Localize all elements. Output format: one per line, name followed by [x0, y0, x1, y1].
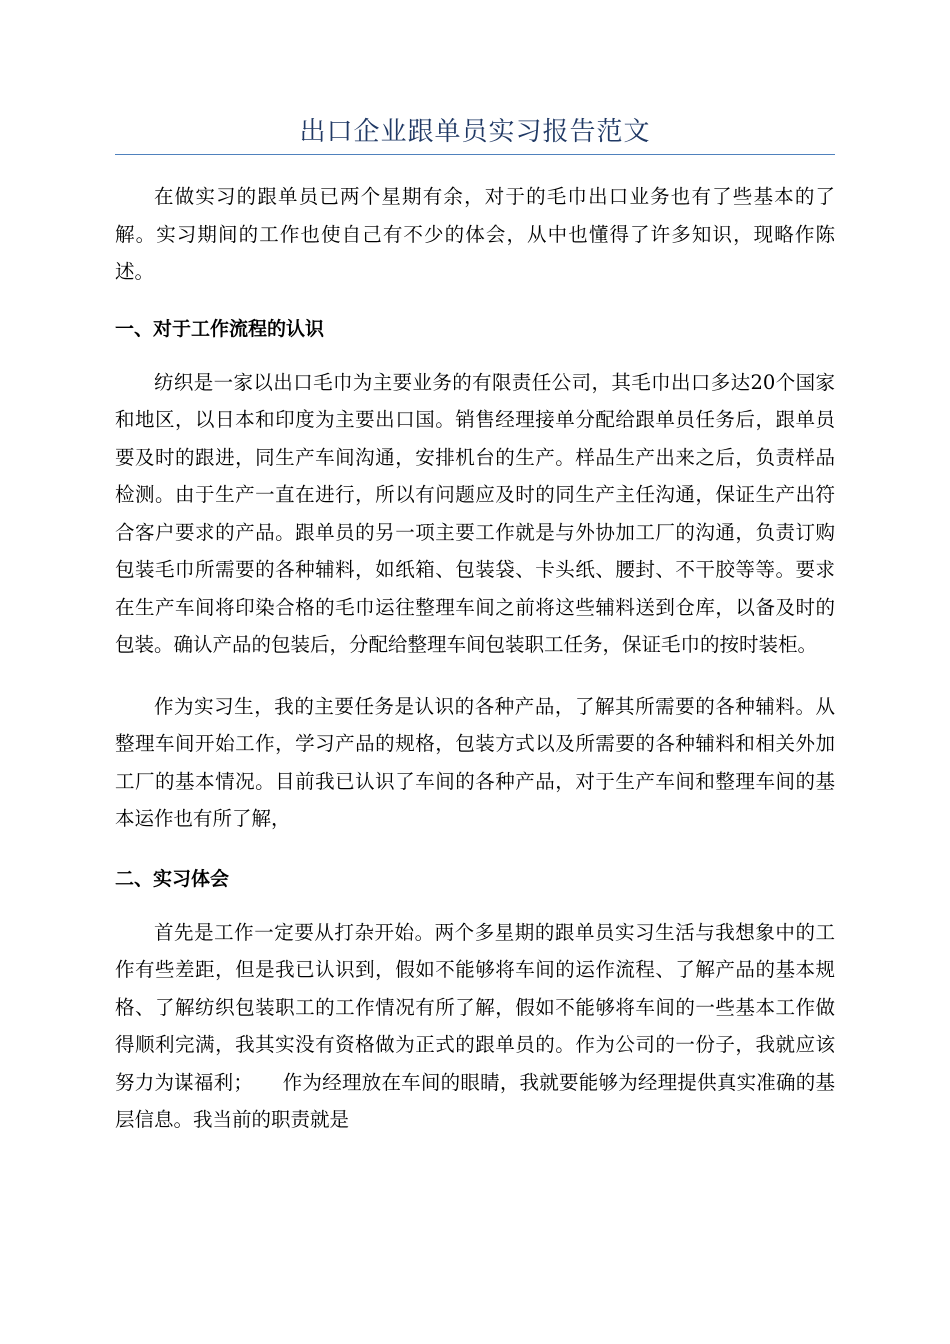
document-page: [115, 112, 835, 1139]
section-heading-workflow: 一、对于工作流程的认识: [115, 317, 325, 340]
intro-paragraph: 在做实习的跟单员已两个星期有余，对于的毛巾出口业务也有了些基本的了解。实习期间的工作也使自己有不少的体会，从中也懂得了许多知识，现略作陈述。: [115, 185, 835, 283]
experience-paragraph-1: 首先是工作一定要从打杂开始。两个多星期的跟单员实习生活与我想象中的工作有些差距，但是我已认识到，假如不能够将车间的运作流程、了解产品的基本规格、了解纺织包装职工的工作情况有所了解，假如不能够将车间的一些基本工作做得顺利完满，我其实没有资格做为正式的跟单员的。作为公司的一份子，我就应该努力为谋福利； 作为经理放在车间的眼睛，我就要能够为经理提供真实准确的基层信息。我当前的职责就是: [115, 920, 835, 1131]
section-heading-experience: 二、实习体会: [115, 867, 230, 890]
workflow-paragraph-2: 作为实习生，我的主要任务是认识的各种产品，了解其所需要的各种辅料。从整理车间开始工作，学习产品的规格，包装方式以及所需要的各种辅料和相关外加工厂的基本情况。目前我已认识了车间的各种产品，对于生产车间和整理车间的基本运作也有所了解，: [115, 694, 835, 830]
document-title: 出口企业跟单员实习报告范文: [115, 112, 835, 155]
workflow-paragraph-1: 纺织是一家以出口毛巾为主要业务的有限责任公司，其毛巾出口多达20个国家和地区，以日本和印度为主要出口国。销售经理接单分配给跟单员任务后，跟单员要及时的跟进，同生产车间沟通，安排机台的生产。样品生产出来之后，负责样品检测。由于生产一直在进行，所以有问题应及时的同生产主任沟通，保证生产出符合客户要求的产品。跟单员的另一项主要工作就是与外协加工厂的沟通，负责订购包装毛巾所需要的各种辅料，如纸箱、包装袋、卡头纸、腰封、不干胶等等。要求在生产车间将印染合格的毛巾运往整理车间之前将这些辅料送到仓库，以备及时的包装。确认产品的包装后，分配给整理车间包装职工任务，保证毛巾的按时装柜。: [115, 370, 835, 656]
